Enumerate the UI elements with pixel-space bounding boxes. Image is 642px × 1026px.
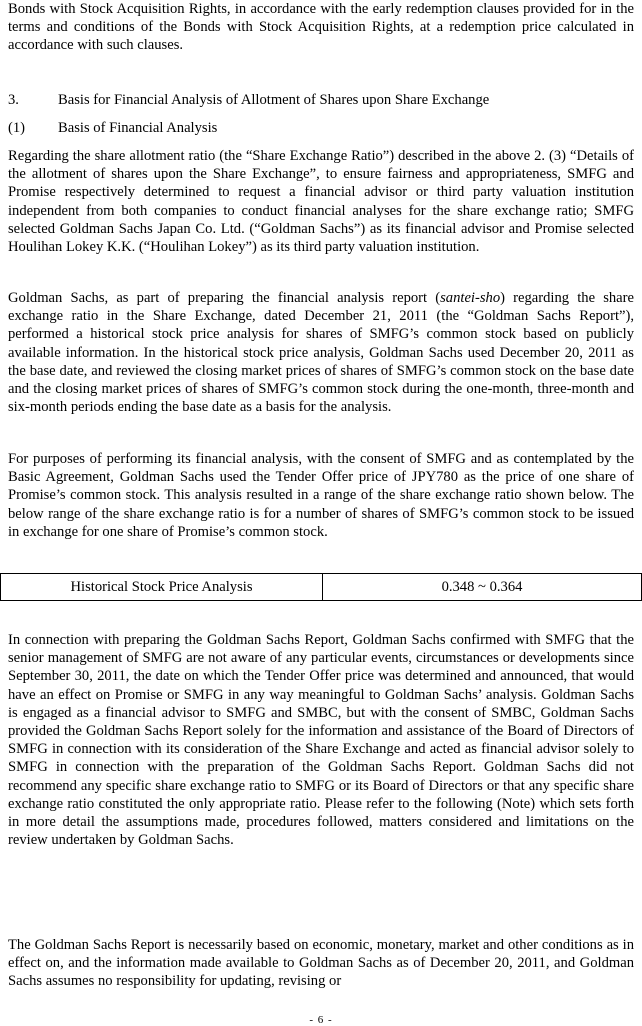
paragraph-gs-text-before: Goldman Sachs, as part of preparing the financial analysis report ( [8,290,441,306]
paragraph-goldman-sachs-confirmation: In connection with preparing the Goldman Sachs Report, Goldman Sachs confirmed with SMFG that the senior management of SMFG are not aware of any particular events, circumstances or developments since September 30, 2011, the date on which the Tender Offer price was determined and announced, that would have an effect on Promise or SMFG in any way meaningful to Goldman Sachs’ analysis. Goldman Sachs is engaged as a financial advisor to SMFG and SMBC, but with the consent of SMBC, Goldman Sachs provided the Goldman Sachs Report solely for the information and assistance of the Board of Directors of SMFG in connection with its consideration of the Share Exchange and acted as financial advisor solely to SMFG in connection with the preparation of the Goldman Sachs Report. Goldman Sachs did not recommend any specific share exchange ratio to SMFG or its Board of Directors or that any specific share exchange ratio constituted the only appropriate ratio. Please refer to the following (Note) which sets forth in more detail the assumptions made, procedures followed, matters considered and limitations on the review undertaken by Goldman Sachs. [8,632,634,849]
subsection-number: (1) [8,120,26,136]
paragraph-tender-offer-price: For purposes of performing its financial analysis, with the consent of SMFG and as contemplated by the Basic Agreement, Goldman Sachs used the Tender Offer price of JPY780 as the price of one share of Promise’s common stock. This analysis resulted in a range of the share exchange ratio shown below. The below range of the share exchange ratio is for a number of shares of SMFG’s common stock to be issued in exchange for one share of Promise’s common stock. [8,451,634,540]
paragraph-early-redemption: Bonds with Stock Acquisition Rights, in accordance with the early redemption clauses provided for in the terms and conditions of the Bonds with Stock Acquisition Rights, at a redemption price calculated in accordance with such clauses. [8,1,634,54]
table-cell-method: Historical Stock Price Analysis [1,574,323,601]
section-3-heading [8,91,489,109]
paragraph-gs-text-after: ) regarding the share exchange ratio in the Share Exchange, dated December 21, 2011 (the “Goldman Sachs Report”), performed a historical stock price analysis for shares of SMFG’s common stock based on publicly available information. In the historical stock price analysis, Goldman Sachs used December 20, 2011 as the base date, and reviewed the closing market prices of shares of SMFG’s common stock on the base date and the closing market prices of shares of SMFG’s common stock during the one-month, three-month and six-month periods ending the base date as a basis for the analysis. [8,290,634,416]
page-number: - 6 - [309,1014,333,1026]
paragraph-report-conditions: The Goldman Sachs Report is necessarily based on economic, monetary, market and other conditions as in effect on, and the information made available to Goldman Sachs as of December 20, 2011, and Goldman Sachs assumes no responsibility for updating, revising or [8,937,634,990]
share-exchange-ratio-table [0,573,642,601]
subsection-title: Basis of Financial Analysis [58,120,218,136]
table-cell-ratio-range: 0.348 ~ 0.364 [323,574,642,601]
table-row [1,574,642,601]
paragraph-gs-italic-term: santei-sho [440,290,501,306]
section-title: Basis for Financial Analysis of Allotment of Shares upon Share Exchange [58,92,490,108]
subsection-1-heading [8,119,217,137]
section-number: 3. [8,92,19,108]
paragraph-share-exchange-ratio-basis: Regarding the share allotment ratio (the “Share Exchange Ratio”) described in the above 2. (3) “Details of the allotment of shares upon the Share Exchange”, to ensure fairness and appropriateness, SMFG and Promise respectively determined to request a financial advisor or third party valuation institution independent from both companies to conduct financial analyses for the share exchange ratio; SMFG selected Goldman Sachs Japan Co. Ltd. (“Goldman Sachs”) as its financial advisor and Promise selected Houlihan Lokey K.K. (“Houlihan Lokey”) as its third party valuation institution. [8,148,634,256]
paragraph-goldman-sachs-analysis [8,289,634,416]
